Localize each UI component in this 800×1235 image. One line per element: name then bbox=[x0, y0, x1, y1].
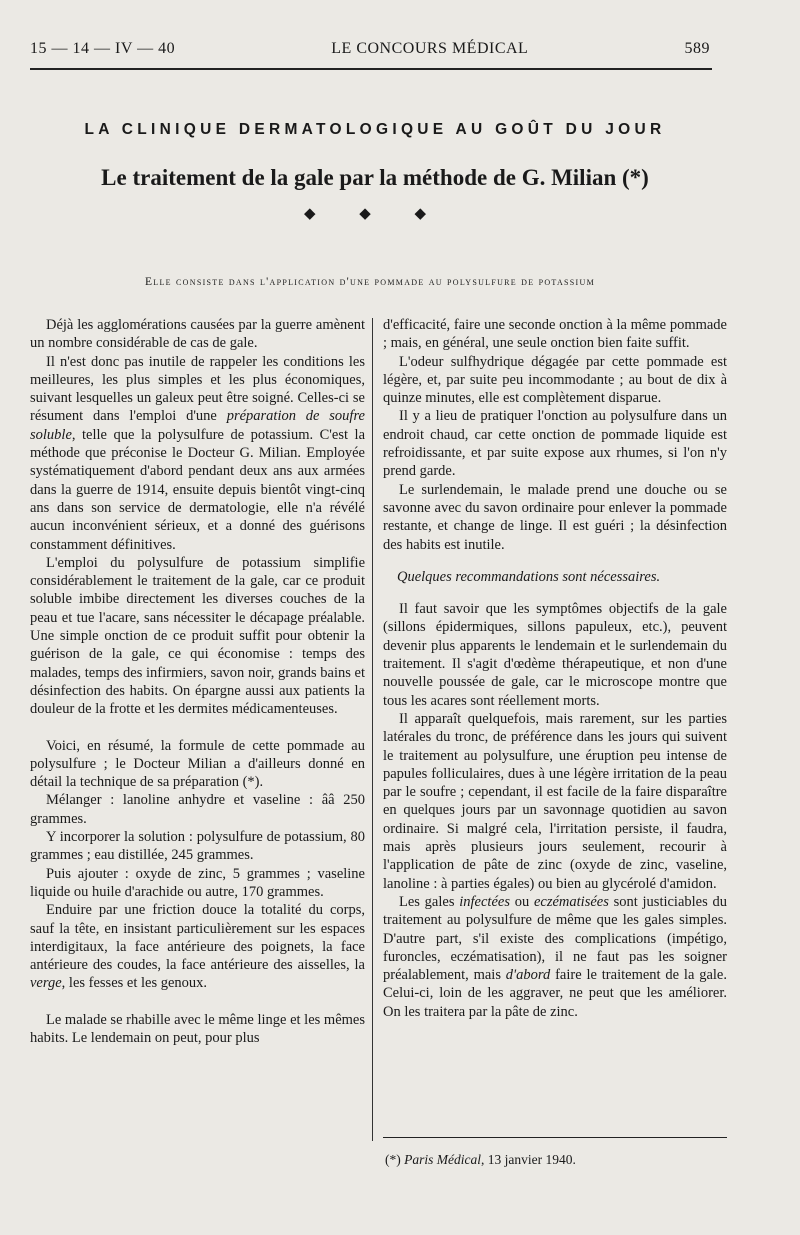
section-title: LA CLINIQUE DERMATOLOGIQUE AU GOÛT DU JOUR bbox=[84, 121, 666, 138]
paragraph: Il apparaît quelquefois, mais rarement, sur les parties latérales du tronc, de préférence dans les jours qui suivent le traitement au polysulfure, une éruption peu intense de papules folliculaires, dues à une légère irritation de la peau par le soufre ; cependant, il est facile de la faire disparaître en quelques jours par un savonnage quotidien au savon ordinaire. Si malgré cela, l'irritation persiste, il faudra, mais après plusieurs jours seulement, recourir à l'application de pâte de zinc (oxyde de zinc, vaseline, lanoline : à parties égales) ou bien au glycérolé d'amidon. bbox=[383, 710, 727, 892]
journal-name: LE CONCOURS MÉDICAL bbox=[331, 40, 529, 57]
paragraph: L'odeur sulfhydrique dégagée par cette pommade est légère, et, par suite peu incommodante ; au bout de dix à quinze minutes, elle est complètement disparue. bbox=[383, 353, 727, 407]
right-column bbox=[383, 316, 727, 1021]
formula-step: Y incorporer la solution : polysulfure de potassium, 80 grammes ; eau distillée, 245 grammes. bbox=[30, 829, 365, 864]
running-header bbox=[30, 40, 710, 58]
footnote-rule bbox=[383, 1137, 727, 1138]
paragraph: d'efficacité, faire une seconde onction à la même pommade ; mais, en général, une seule onction bien faite suffit. bbox=[383, 317, 727, 352]
paragraph: L'emploi du polysulfure de potassium simplifie considérablement le traitement de la gale, car ce produit soluble imbibe directement les diverses couches de la peau et tue l'acare, sans nécessiter le décapage préalable. Une simple onction de ce produit suffit pour obtenir la guérison de la gale, ce qui économise : temps des malades, temps des infirmiers, savon noir, grands bains et désinfection des habits. On épargne aussi aux patients la douleur de la frotte et les dermites médicamenteuses. bbox=[30, 554, 365, 718]
formula-step: Mélanger : lanoline anhydre et vaseline : ââ 250 grammes. bbox=[30, 792, 365, 827]
paragraph: Il n'est donc pas inutile de rappeler les conditions les meilleures, les plus simples et les plus économiques, suivant lesquelles un galeux peut être soigné. Celles-ci se résument dans l'emploi d'une préparation de soufre soluble, telle que la polysulfure de potassium. C'est la méthode que préconise le Docteur G. Milian. Employée systématiquement d'abord pendant deux ans aux armées dans la guerre de 1914, ensuite depuis bientôt vingt-cinq ans dans son service de dermatologie, elle n'a révélé aucun inconvénient sérieux, et a donné des guérisons constamment définitives. bbox=[30, 353, 365, 553]
page-number: 589 bbox=[684, 40, 710, 57]
paragraph: Il faut savoir que les symptômes objectifs de la gale (sillons épidermiques, sillons papuleux, etc.), peuvent devenir plus apparents le lendemain et le surlendemain du traitement. Il s'agit d'œdème thérapeutique, et non d'une nouvelle poussée de gale, car le microscope montre que tous les acares sont réellement morts. bbox=[383, 601, 727, 709]
ornament-diamonds: ◆ ◆ ◆ bbox=[303, 206, 447, 222]
paragraph: Enduire par une friction douce la totalité du corps, sauf la tête, en insistant particulièrement sur les espaces interdigitaux, la face antérieure des poignets, la face antérieure des coudes, la face antérieure des aisselles, la verge, les fesses et les genoux. bbox=[30, 902, 365, 992]
column-divider bbox=[372, 318, 373, 1141]
article-title: Le traitement de la gale par la méthode de G. Milian (*) bbox=[101, 165, 649, 190]
article-subtitle: Elle consiste dans l'application d'une pommade au polysulfure de potassium bbox=[144, 276, 596, 288]
paragraph: Les gales infectées ou eczématisées sont justiciables du traitement au polysulfure de même que les gales simples. D'autre part, s'il existe des complications (impétigo, furoncles, eczématisation), il ne faut pas les soigner préalablement, mais d'abord faire le traitement de la gale. Celui-ci, loin de les aggraver, ne peut que les améliorer. On les traitera par la pâte de zinc. bbox=[383, 893, 728, 1020]
subheading: Quelques recommandations sont nécessaires. bbox=[397, 568, 661, 585]
paragraph: Déjà les agglomérations causées par la guerre amènent un nombre considérable de cas de gale. bbox=[30, 317, 365, 352]
footnote: (*) Paris Médical, 13 janvier 1940. bbox=[385, 1152, 576, 1167]
formula-step: Puis ajouter : oxyde de zinc, 5 grammes ; vaseline liquide ou huile d'arachide ou autre, 170 grammes. bbox=[30, 865, 365, 900]
issue-date: 15 — 14 — IV — 40 bbox=[30, 40, 176, 57]
left-column bbox=[30, 316, 365, 1047]
paragraph: Le malade se rhabille avec le même linge et les mêmes habits. Le lendemain on peut, pour plus bbox=[30, 1011, 365, 1046]
paragraph: Voici, en résumé, la formule de cette pommade au polysulfure ; le Docteur Milian a d'ailleurs donné en détail la technique de sa préparation (*). bbox=[30, 737, 365, 791]
paragraph: Le surlendemain, le malade prend une douche ou se savonne avec du savon ordinaire pour enlever la pommade restante, et change de linge. Il est guéri ; la désinfection des habits est inutile. bbox=[383, 481, 727, 553]
paragraph: Il y a lieu de pratiquer l'onction au polysulfure dans un endroit chaud, car cette onction de pommade liquide est refroidissante, et par suite expose aux rhumes, si l'on n'y prend garde. bbox=[383, 408, 727, 480]
header-rule bbox=[30, 68, 712, 70]
